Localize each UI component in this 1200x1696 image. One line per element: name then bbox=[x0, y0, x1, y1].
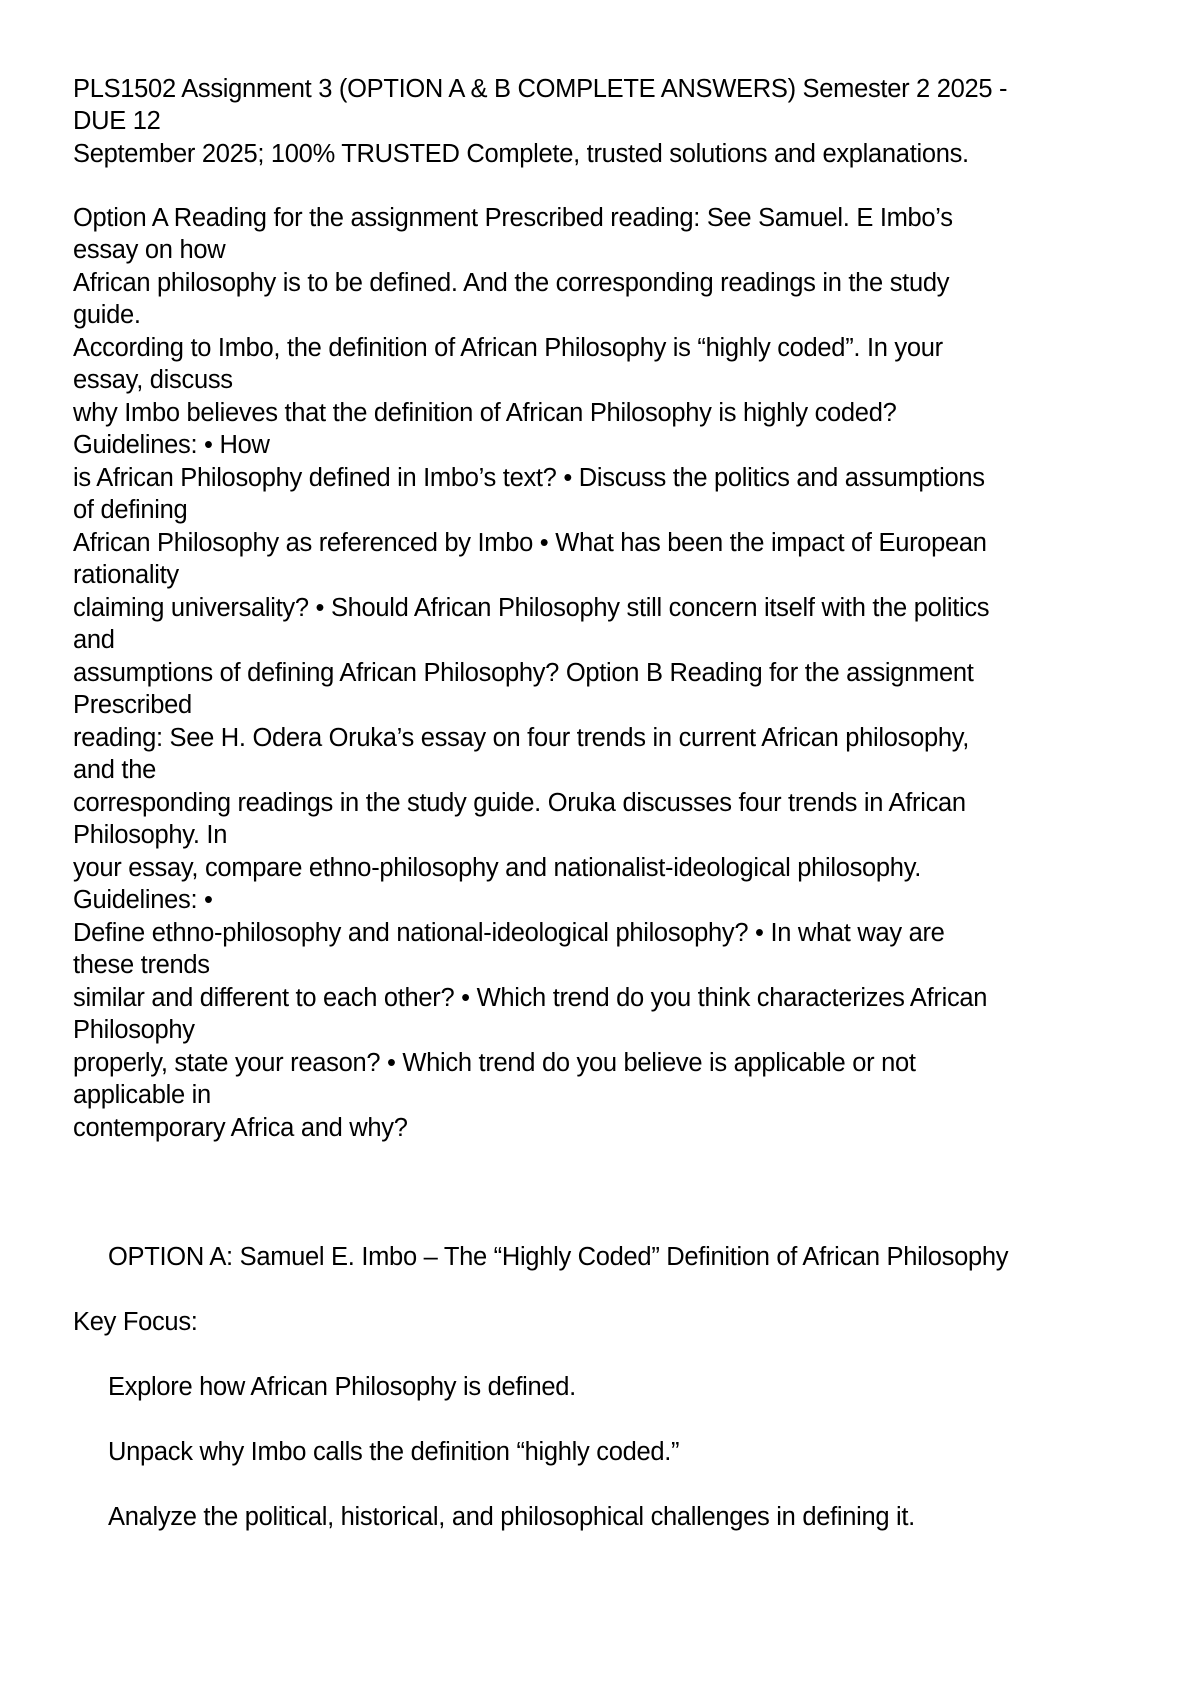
option-a-heading: OPTION A: Samuel E. Imbo – The “Highly Coded” Definition of African Philosophy bbox=[108, 1243, 1009, 1271]
header-line: September 2025; 100% TRUSTED Complete, trusted solutions and explanations. bbox=[73, 140, 969, 168]
assignment-line: of defining bbox=[73, 496, 188, 524]
assignment-line: reading: See H. Odera Oruka’s essay on four trends in current African philosophy, bbox=[73, 724, 970, 752]
assignment-line: rationality bbox=[73, 561, 179, 589]
assignment-line: essay, discuss bbox=[73, 366, 233, 394]
assignment-line: is African Philosophy defined in Imbo’s text? • Discuss the politics and assumptions bbox=[73, 464, 985, 492]
header-line: PLS1502 Assignment 3 (OPTION A & B COMPLETE ANSWERS) Semester 2 2025 - bbox=[73, 75, 1008, 103]
assignment-line: and bbox=[73, 626, 115, 654]
assignment-line: Philosophy. In bbox=[73, 821, 228, 849]
assignment-line: African Philosophy as referenced by Imbo • What has been the impact of European bbox=[73, 529, 987, 557]
assignment-line: assumptions of defining African Philosophy? Option B Reading for the assignment bbox=[73, 659, 974, 687]
assignment-line: contemporary Africa and why? bbox=[73, 1114, 408, 1142]
assignment-line: similar and different to each other? • Which trend do you think characterizes African bbox=[73, 984, 988, 1012]
assignment-line: why Imbo believes that the definition of African Philosophy is highly coded? bbox=[73, 399, 897, 427]
assignment-line: essay on how bbox=[73, 236, 226, 264]
header-line: DUE 12 bbox=[73, 107, 161, 135]
assignment-line: Guidelines: • How bbox=[73, 431, 270, 459]
assignment-line: claiming universality? • Should African Philosophy still concern itself with the politics bbox=[73, 594, 990, 622]
assignment-line: corresponding readings in the study guide. Oruka discusses four trends in African bbox=[73, 789, 966, 817]
assignment-line: African philosophy is to be defined. And the corresponding readings in the study bbox=[73, 269, 950, 297]
key-focus-point: Analyze the political, historical, and philosophical challenges in defining it. bbox=[108, 1503, 915, 1531]
assignment-line: Define ethno-philosophy and national-ideological philosophy? • In what way are bbox=[73, 919, 945, 947]
assignment-line: applicable in bbox=[73, 1081, 211, 1109]
assignment-line: According to Imbo, the definition of African Philosophy is “highly coded”. In your bbox=[73, 334, 943, 362]
assignment-line: these trends bbox=[73, 951, 210, 979]
key-focus-point: Explore how African Philosophy is defined. bbox=[108, 1373, 576, 1401]
key-focus-point: Unpack why Imbo calls the definition “highly coded.” bbox=[108, 1438, 680, 1466]
assignment-line: Guidelines: • bbox=[73, 886, 213, 914]
assignment-line: Option A Reading for the assignment Prescribed reading: See Samuel. E Imbo’s bbox=[73, 204, 953, 232]
key-focus-label: Key Focus: bbox=[73, 1308, 198, 1336]
assignment-line: your essay, compare ethno-philosophy and nationalist-ideological philosophy. bbox=[73, 854, 922, 882]
assignment-line: and the bbox=[73, 756, 156, 784]
assignment-line: Prescribed bbox=[73, 691, 192, 719]
assignment-line: properly, state your reason? • Which trend do you believe is applicable or not bbox=[73, 1049, 916, 1077]
assignment-line: Philosophy bbox=[73, 1016, 195, 1044]
assignment-line: guide. bbox=[73, 301, 141, 329]
